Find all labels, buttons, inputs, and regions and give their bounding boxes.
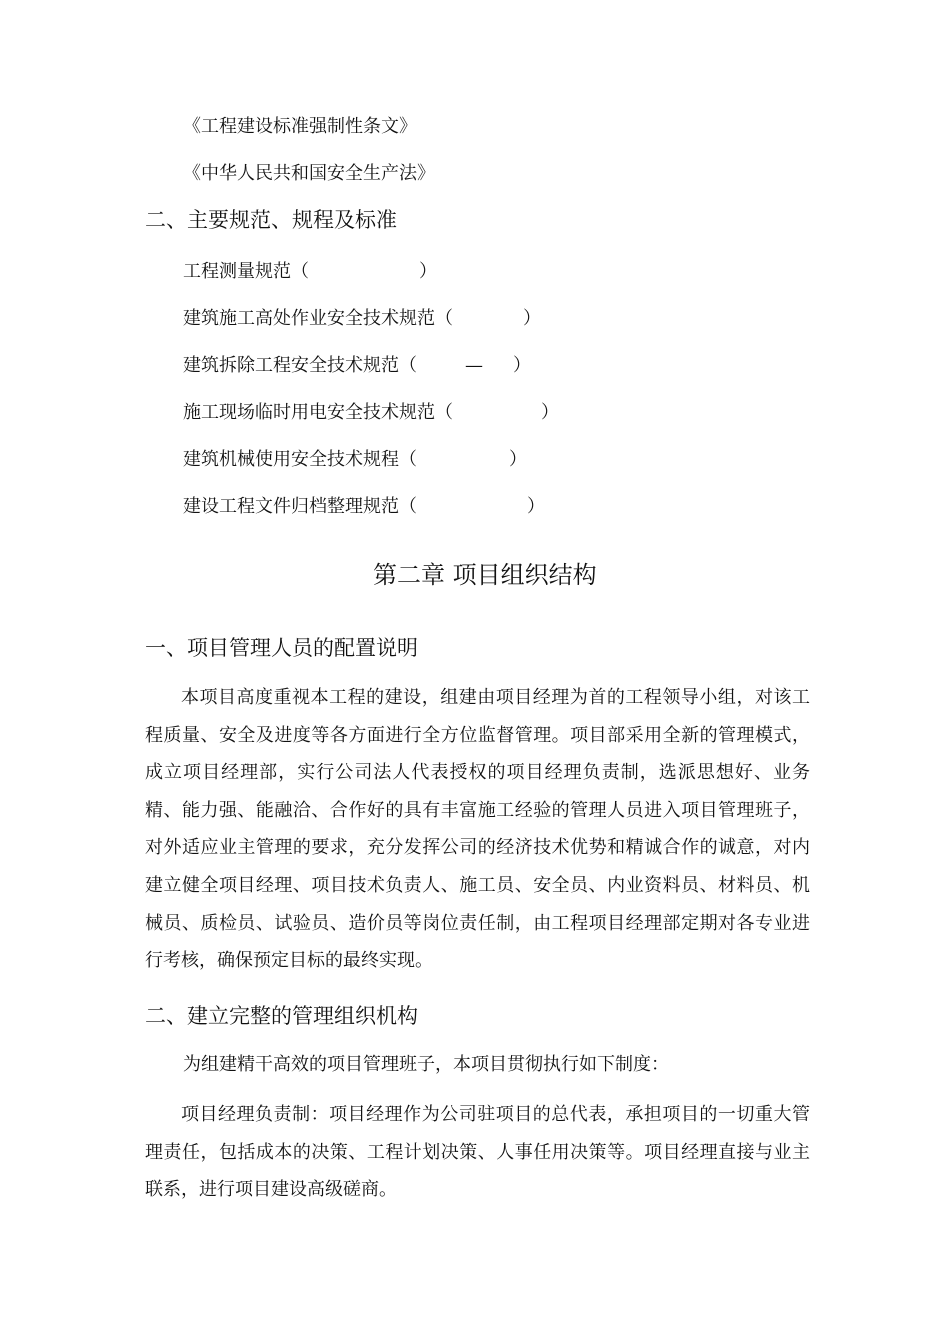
standard-name: 建设工程文件归档整理规范（ (183, 496, 417, 517)
chapter-title: 第二章 项目组织结构 (373, 561, 597, 589)
standard-item (183, 448, 527, 472)
standard-item (183, 260, 437, 284)
standard-close: ） (523, 308, 541, 329)
section-heading-standards: 二、主要规范、规程及标准 (145, 208, 397, 232)
standard-close: ） (509, 449, 527, 470)
standard-close: ） (513, 355, 531, 376)
standard-close: ） (541, 402, 559, 423)
standard-close: ） (527, 496, 545, 517)
staffing-paragraph: 本项目高度重视本工程的建设，组建由项目经理为首的工程领导小组，对该工程质量、安全及进度等各方面进行全方位监督管理。项目部采用全新的管理模式，成立项目经理部，实行公司法人代表授权的项目经理负责制，选派思想好、业务精、能力强、能融洽、合作好的具有丰富施工经验的管理人员进入项目管理班子，对外适应业主管理的要求，充分发挥公司的经济技术优势和精诚合作的诚意，对内建立健全项目经理、项目技术负责人、施工员、安全员、内业资料员、材料员、机械员、质检员、试验员、造价员等岗位责任制，由工程项目经理部定期对各专业进行考核，确保预定目标的最终实现。 (145, 687, 810, 972)
standard-item (183, 307, 541, 331)
section-heading-organization: 二、建立完整的管理组织机构 (145, 1004, 418, 1028)
standard-name: 施工现场临时用电安全技术规范（ (183, 402, 453, 423)
standard-name: 建筑拆除工程安全技术规范（ (183, 355, 417, 376)
standard-item (183, 401, 559, 425)
law-line-1: 《工程建设标准强制性条文》 (183, 116, 417, 137)
standard-item (183, 495, 545, 519)
standard-name: 建筑机械使用安全技术规程（ (183, 449, 417, 470)
standard-name: 建筑施工高处作业安全技术规范（ (183, 308, 453, 329)
organization-intro: 为组建精干高效的项目管理班子，本项目贯彻执行如下制度： (183, 1054, 669, 1075)
standard-name: 工程测量规范（ (183, 261, 309, 282)
law-line-2: 《中华人民共和国安全生产法》 (183, 163, 435, 184)
standard-code: — (465, 355, 483, 376)
standard-item (183, 354, 531, 378)
pm-responsibility-paragraph: 项目经理负责制：项目经理作为公司驻项目的总代表，承担项目的一切重大管理责任，包括成本的决策、工程计划决策、人事任用决策等。项目经理直接与业主联系，进行项目建设高级磋商。 (145, 1104, 810, 1201)
section-heading-staffing: 一、项目管理人员的配置说明 (145, 636, 418, 660)
standard-close: ） (419, 261, 437, 282)
